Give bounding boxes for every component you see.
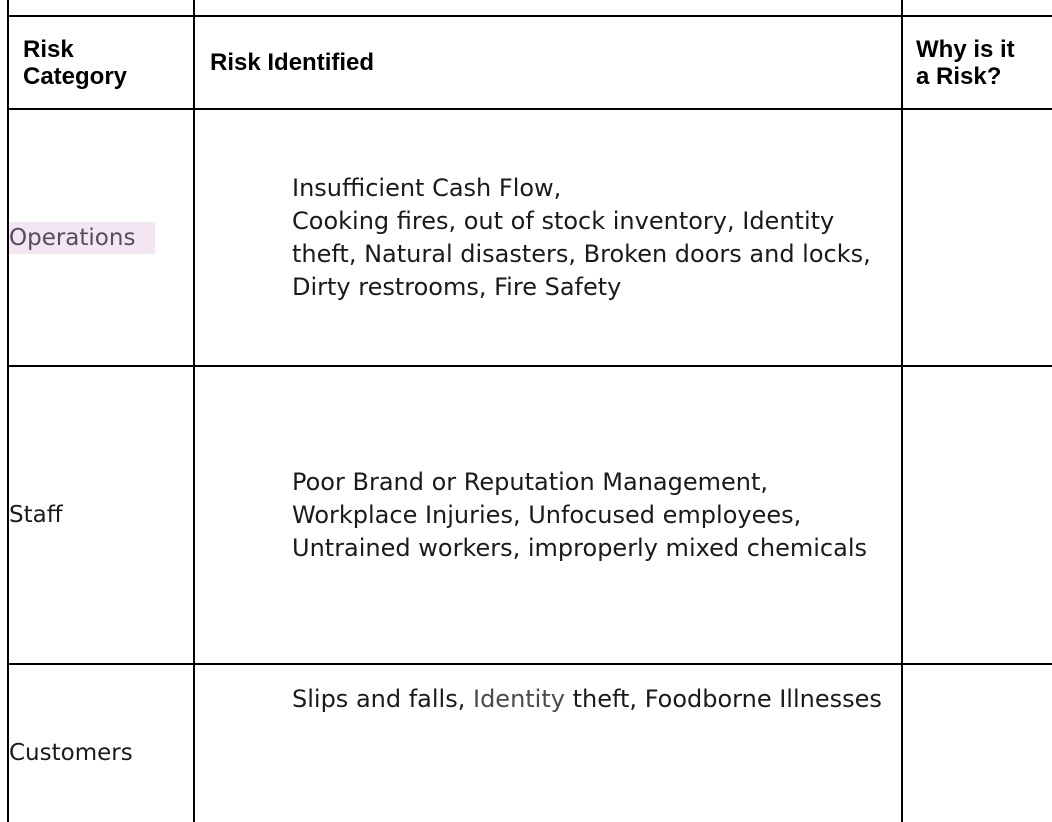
header-text: Category bbox=[23, 62, 128, 90]
header-text: Risk bbox=[23, 35, 74, 63]
risk-part: Identity bbox=[472, 685, 565, 713]
category-cell bbox=[8, 366, 194, 664]
table-row bbox=[8, 664, 1052, 822]
risk-line: Insufficient Cash Flow, bbox=[292, 173, 562, 202]
category-cell bbox=[8, 664, 194, 822]
top-strip-cell bbox=[8, 0, 194, 16]
header-why-risk bbox=[902, 16, 1052, 109]
category-operations: Operations bbox=[9, 222, 155, 254]
risk-cell bbox=[194, 109, 902, 366]
top-strip-cell bbox=[194, 0, 902, 16]
top-strip-cell bbox=[902, 0, 1052, 16]
header-risk-identified bbox=[194, 16, 902, 109]
table-row bbox=[8, 109, 1052, 366]
risk-line: Workplace Injuries, Unfocused employees, bbox=[292, 500, 802, 529]
risk-list bbox=[195, 466, 901, 565]
category-cell bbox=[8, 109, 194, 366]
risk-line: Cooking fires, out of stock inventory, Identity bbox=[292, 206, 835, 235]
header-risk-category bbox=[8, 16, 194, 109]
risk-line: theft, Natural disasters, Broken doors and locks, bbox=[292, 239, 871, 268]
why-cell bbox=[902, 366, 1052, 664]
header-text: Why is it bbox=[916, 35, 1015, 63]
category-staff: Staff bbox=[9, 502, 63, 528]
risk-list bbox=[195, 172, 901, 304]
risk-part: Foodborne Illnesses bbox=[644, 685, 882, 713]
why-cell bbox=[902, 664, 1052, 822]
risk-cell bbox=[194, 664, 902, 822]
why-cell bbox=[902, 109, 1052, 366]
table-row bbox=[8, 366, 1052, 664]
risk-table bbox=[7, 0, 1052, 822]
header-text: a Risk? bbox=[916, 62, 1002, 90]
risk-list bbox=[195, 665, 901, 716]
table-top-strip bbox=[8, 0, 1052, 16]
category-customers: Customers bbox=[9, 739, 133, 766]
risk-line: Poor Brand or Reputation Management, bbox=[292, 467, 769, 496]
table-header-row bbox=[8, 16, 1052, 109]
risk-cell bbox=[194, 366, 902, 664]
risk-line bbox=[292, 683, 891, 716]
risk-part: Slips and falls, bbox=[292, 685, 473, 713]
risk-part: theft, bbox=[564, 685, 645, 713]
header-text: Risk Identified bbox=[210, 49, 375, 76]
risk-line: Untrained workers, improperly mixed chemicals bbox=[292, 533, 867, 562]
risk-line: Dirty restrooms, Fire Safety bbox=[292, 272, 622, 301]
